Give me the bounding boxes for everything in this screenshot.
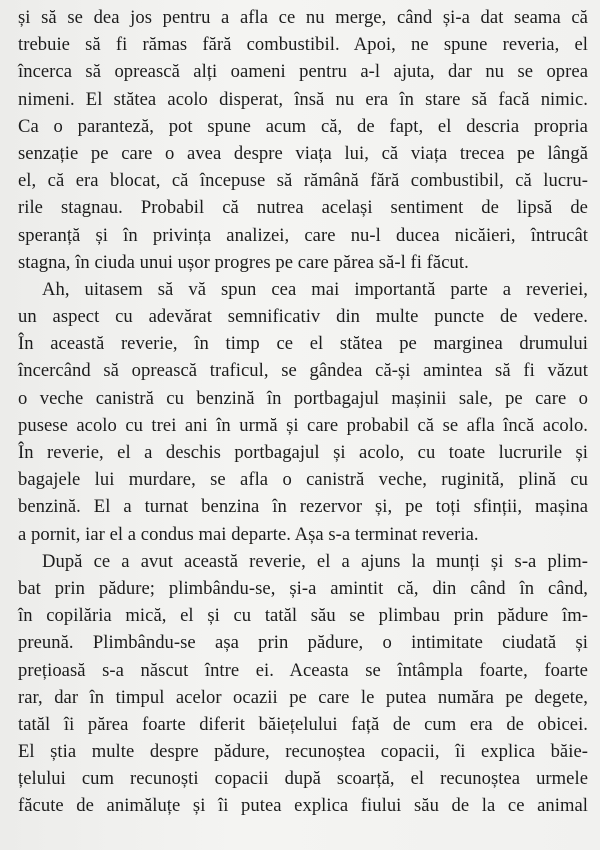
text-line: în copilăria mică, el și cu tatăl său se plimbau prin pădure îm-: [18, 605, 588, 627]
text-line: bagajele lui murdare, se afla o canistră veche, ruginită, plină cu: [18, 469, 588, 491]
text-line: țelului cum recunoști copacii după scoarță, el recunoștea urmele: [18, 768, 588, 790]
text-line: În reverie, el a deschis portbagajul și acolo, cu toate lucrurile și: [18, 442, 588, 463]
text-line: Ca o paranteză, pot spune acum că, de fapt, el descria propria: [18, 115, 588, 137]
text-line: încercând să oprească traficul, se gândea că-și amintea să fi văzut: [18, 360, 588, 382]
text-line: încerca să oprească alți oameni pentru a-l ajuta, dar nu se oprea: [18, 61, 588, 83]
text-line: Ah, uitasem să vă spun cea mai importantă parte a reveriei,: [42, 278, 588, 300]
text-line: o veche canistră cu benzină în portbagajul mașinii sale, pe care o: [18, 387, 588, 409]
text-line: rile stagnau. Probabil că nutrea același sentiment de lipsă de: [18, 197, 588, 219]
text-line: stagna, în ciuda unui ușor progres pe care părea să-l fi făcut.: [18, 251, 469, 273]
text-line: trebuie să fi rămas fără combustibil. Apoi, ne spune reveria, el: [18, 34, 588, 56]
text-line: pusese acolo cu trei ani în urmă și care probabil că se afla încă acolo.: [18, 414, 588, 436]
text-line: senzație pe care o avea despre viața lui, că viața trecea pe lângă: [18, 142, 588, 164]
text-line: rar, dar în timpul acelor ocazii pe care le putea număra pe degete,: [18, 686, 588, 708]
paragraph-1: [18, 4, 588, 276]
paragraph-2: [18, 276, 588, 548]
text-line: el, că era blocat, că începuse să rămână fără combustibil, că lucru-: [18, 170, 588, 192]
text-line: tatăl îi părea foarte diferit băiețelului față de cum era de obicei.: [18, 713, 588, 735]
text-line: un aspect cu adevărat semnificativ din multe puncte de vedere.: [18, 306, 588, 328]
text-line: El știa multe despre pădure, recunoștea copacii, îi explica băie-: [18, 741, 588, 763]
text-line: benzină. El a turnat benzina în rezervor și, pe toți sfinții, mașina: [18, 496, 588, 518]
text-line: și să se dea jos pentru a afla ce nu merge, când și-a dat seama că: [18, 7, 588, 28]
body-text: [18, 4, 588, 820]
text-line: a pornit, iar el a condus mai departe. Așa s-a terminat reveria.: [18, 523, 479, 545]
text-line: făcute de animăluțe și îi putea explica fiului său de la ce animal: [18, 795, 588, 817]
text-line: După ce a avut această reverie, el a ajuns la munți și s-a plim-: [42, 550, 588, 572]
text-line: preună. Plimbându-se așa prin pădure, o intimitate ciudată și: [18, 632, 588, 654]
paragraph-3: [18, 548, 588, 820]
text-line: În această reverie, în timp ce el stătea pe marginea drumului: [18, 333, 588, 355]
text-line: nimeni. El stătea acolo disperat, însă nu era în stare să facă nimic.: [18, 88, 588, 110]
text-line: bat prin pădure; plimbându-se, și-a amintit că, din când în când,: [18, 577, 588, 599]
text-line: prețioasă s-a născut între ei. Aceasta se întâmpla foarte, foarte: [18, 659, 588, 681]
text-line: speranță și în privința analizei, care nu-l ducea nicăieri, întrucât: [18, 224, 588, 246]
